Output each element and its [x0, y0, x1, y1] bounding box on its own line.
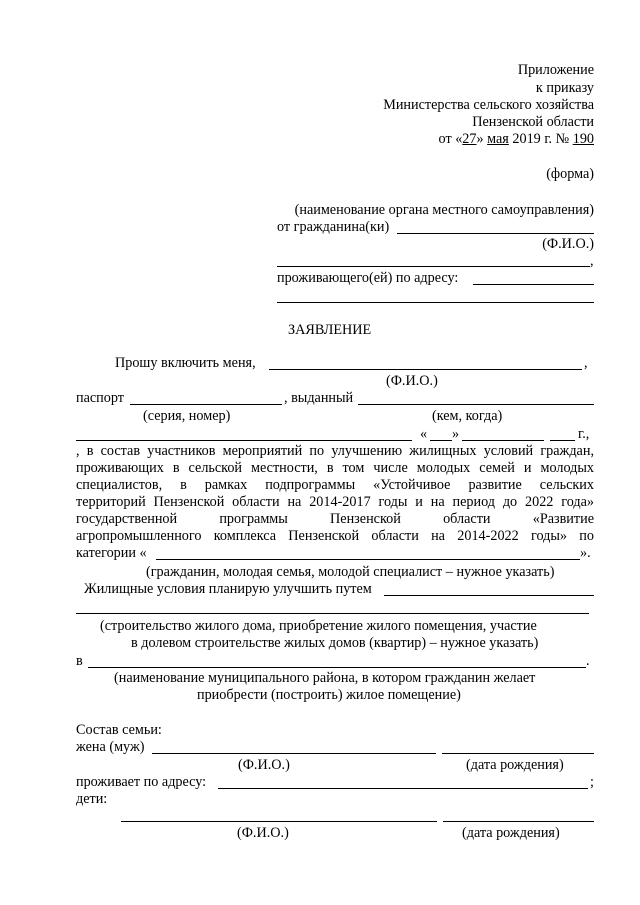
- paragraph-line-5: государственной программы Пензенской области «Развитие: [76, 511, 594, 527]
- category-end: ».: [580, 545, 591, 561]
- date-month: мая: [487, 131, 509, 147]
- applicant-name-line[interactable]: [269, 369, 582, 370]
- improve-label: Жилищные условия планирую улучшить путем: [84, 581, 372, 597]
- issued-caption: (кем, когда): [432, 408, 503, 424]
- spouse-name-line[interactable]: [152, 753, 436, 754]
- family-title: Состав семьи:: [76, 722, 162, 738]
- appendix-label: Приложение: [517, 62, 594, 78]
- child-name-line[interactable]: [121, 821, 437, 822]
- spouse-birth-line[interactable]: [442, 753, 594, 754]
- date-open-quote: «: [420, 426, 428, 442]
- district-caption-2: приобрести (построить) жилое помещение): [197, 687, 461, 703]
- from-citizen-label: от гражданина(ки): [277, 219, 390, 235]
- passport-number-line[interactable]: [130, 404, 282, 405]
- spouse-address-label: проживает по адресу:: [76, 774, 207, 790]
- date-year: 2019 г. №: [508, 131, 573, 147]
- citizen-name-line-2[interactable]: [277, 266, 590, 267]
- issued-by-line[interactable]: [358, 404, 594, 405]
- request-comma: ,: [584, 355, 588, 371]
- date-prefix: от «: [438, 131, 463, 147]
- year-suffix: г.,: [578, 426, 590, 442]
- address-line-2[interactable]: [277, 302, 594, 303]
- document-title: ЗАЯВЛЕНИЕ: [288, 322, 372, 338]
- issuer-continuation-line[interactable]: [76, 440, 412, 441]
- district-caption-1: (наименование муниципального района, в котором гражданин желает: [114, 670, 536, 686]
- order-number: 190: [572, 131, 594, 147]
- paragraph-line-1: , в состав участников мероприятий по улучшению жилищных условий граждан,: [76, 443, 594, 459]
- improve-caption-1: (строительство жилого дома, приобретение жилого помещения, участие: [100, 618, 537, 634]
- comma: ,: [590, 253, 594, 269]
- applicant-fio-caption: (Ф.И.О.): [386, 373, 438, 389]
- date-mid: »: [476, 131, 488, 147]
- spouse-address-line[interactable]: [218, 788, 588, 789]
- in-label: в: [76, 653, 83, 669]
- paragraph-line-3: специалистов, в рамках подпрограммы «Устойчивое развитие сельских: [76, 477, 594, 493]
- order-label: к приказу: [535, 80, 594, 96]
- organ-caption: (наименование органа местного самоуправления): [294, 202, 594, 218]
- request-label: Прошу включить меня,: [115, 355, 256, 371]
- paragraph-line-4: территорий Пензенской области на 2014-2017 годы и на период до 2022 года»: [76, 494, 594, 510]
- residing-label: проживающего(ей) по адресу:: [277, 270, 459, 286]
- improve-caption-2: в долевом строительстве жилых домов (квартир) – нужное указать): [131, 635, 539, 651]
- spouse-fio-caption: (Ф.И.О.): [238, 757, 290, 773]
- passport-label: паспорт: [76, 390, 124, 406]
- form-label: (форма): [546, 166, 594, 182]
- improve-method-line-2[interactable]: [76, 613, 589, 614]
- category-label: категории «: [76, 545, 147, 561]
- child-fio-caption: (Ф.И.О.): [237, 825, 289, 841]
- children-label: дети:: [76, 791, 108, 807]
- paragraph-line-2: проживающих в сельской местности, в том числе молодых семей и молодых: [76, 460, 594, 476]
- category-line[interactable]: [156, 559, 580, 560]
- date-day: 27: [462, 131, 477, 147]
- date-close-quote: »: [452, 426, 460, 442]
- paragraph-line-6: агропромышленного комплекса Пензенской области на 2014-2022 годы» по: [76, 528, 594, 544]
- issued-label: , выданный: [284, 390, 354, 406]
- issue-month-line[interactable]: [462, 440, 544, 441]
- fio-caption: (Ф.И.О.): [542, 236, 594, 252]
- address-end: ;: [590, 774, 594, 790]
- child-birth-caption: (дата рождения): [462, 825, 560, 841]
- district-line[interactable]: [88, 667, 586, 668]
- child-birth-line[interactable]: [443, 821, 594, 822]
- category-caption: (гражданин, молодая семья, молодой специалист – нужное указать): [146, 564, 555, 580]
- region-label: Пензенской области: [472, 114, 594, 130]
- improve-method-line[interactable]: [384, 595, 594, 596]
- spouse-birth-caption: (дата рождения): [466, 757, 564, 773]
- address-line[interactable]: [473, 284, 594, 285]
- series-caption: (серия, номер): [143, 408, 231, 424]
- order-date: [439, 131, 594, 148]
- district-end: .: [586, 653, 590, 669]
- ministry-label: Министерства сельского хозяйства: [383, 97, 594, 113]
- issue-day-line[interactable]: [430, 440, 452, 441]
- issue-year-line[interactable]: [550, 440, 575, 441]
- spouse-label: жена (муж): [76, 739, 145, 755]
- citizen-name-line[interactable]: [397, 233, 594, 234]
